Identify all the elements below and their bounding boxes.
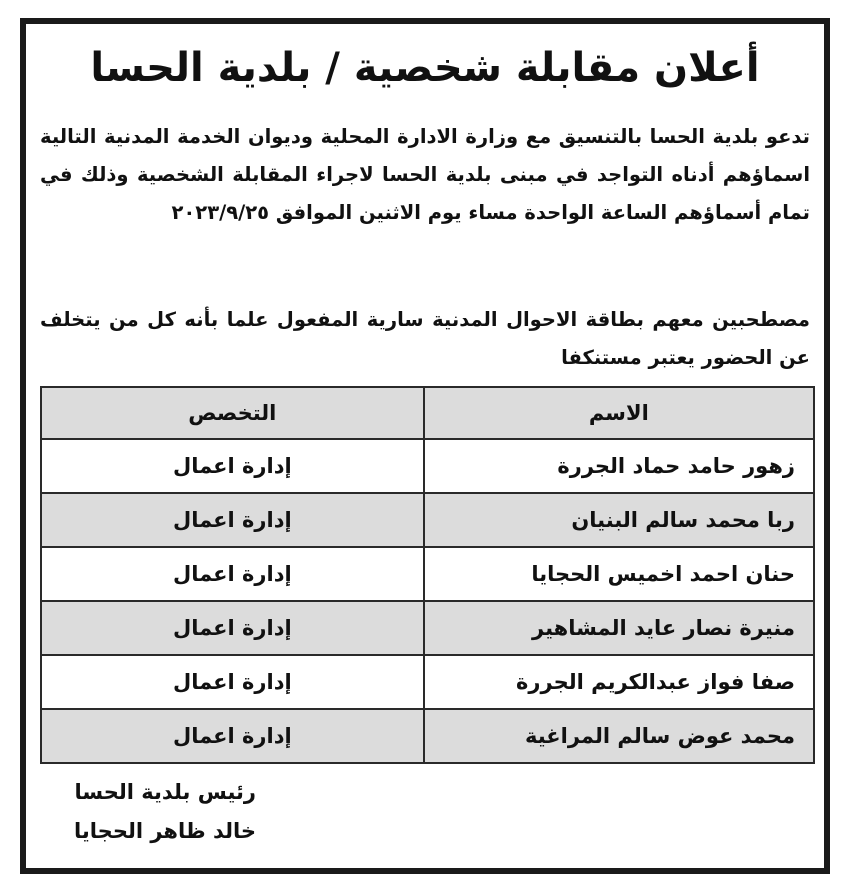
header-name: الاسم — [424, 387, 814, 439]
announcement-title: أعلان مقابلة شخصية / بلدية الحسا — [90, 45, 760, 91]
candidates-table — [40, 386, 815, 764]
header-specialty: التخصص — [41, 387, 424, 439]
table-row — [41, 655, 814, 709]
signature-name: خالد ظاهر الحجايا — [74, 819, 256, 843]
candidate-name: حنان احمد اخميس الحجايا — [424, 547, 814, 601]
candidate-name: محمد عوض سالم المراغية — [424, 709, 814, 763]
candidate-name: زهور حامد حماد الجررة — [424, 439, 814, 493]
candidate-specialty: إدارة اعمال — [41, 547, 424, 601]
candidate-name: ربا محمد سالم البنيان — [424, 493, 814, 547]
announcement-frame — [20, 18, 830, 874]
signature-title: رئيس بلدية الحسا — [74, 780, 256, 804]
candidate-name: صفا فواز عبدالكريم الجررة — [424, 655, 814, 709]
invitation-paragraph: تدعو بلدية الحسا بالتنسيق مع وزارة الادارة المحلية وديوان الخدمة المدنية التالية اسماؤهم أدناه التواجد في مبنى بلدية الحسا لاجراء المقابلة الشخصية وذلك في تمام أسماؤهم الساعة الواحدة مساء يوم الاثنين الموافق ٢٠٢٣/٩/٢٥ — [40, 125, 810, 224]
table-row — [41, 439, 814, 493]
candidate-specialty: إدارة اعمال — [41, 493, 424, 547]
table-row — [41, 493, 814, 547]
table-row — [41, 547, 814, 601]
table-row — [41, 709, 814, 763]
candidate-specialty: إدارة اعمال — [41, 655, 424, 709]
candidate-specialty: إدارة اعمال — [41, 601, 424, 655]
requirements-paragraph: مصطحبين معهم بطاقة الاحوال المدنية سارية المفعول علما بأنه كل من يتخلف عن الحضور يعتبر مستنكفا — [40, 308, 810, 369]
table-row — [41, 601, 814, 655]
candidate-specialty: إدارة اعمال — [41, 439, 424, 493]
table-header-row — [41, 387, 814, 439]
candidate-specialty: إدارة اعمال — [41, 709, 424, 763]
candidate-name: منيرة نصار عايد المشاهير — [424, 601, 814, 655]
